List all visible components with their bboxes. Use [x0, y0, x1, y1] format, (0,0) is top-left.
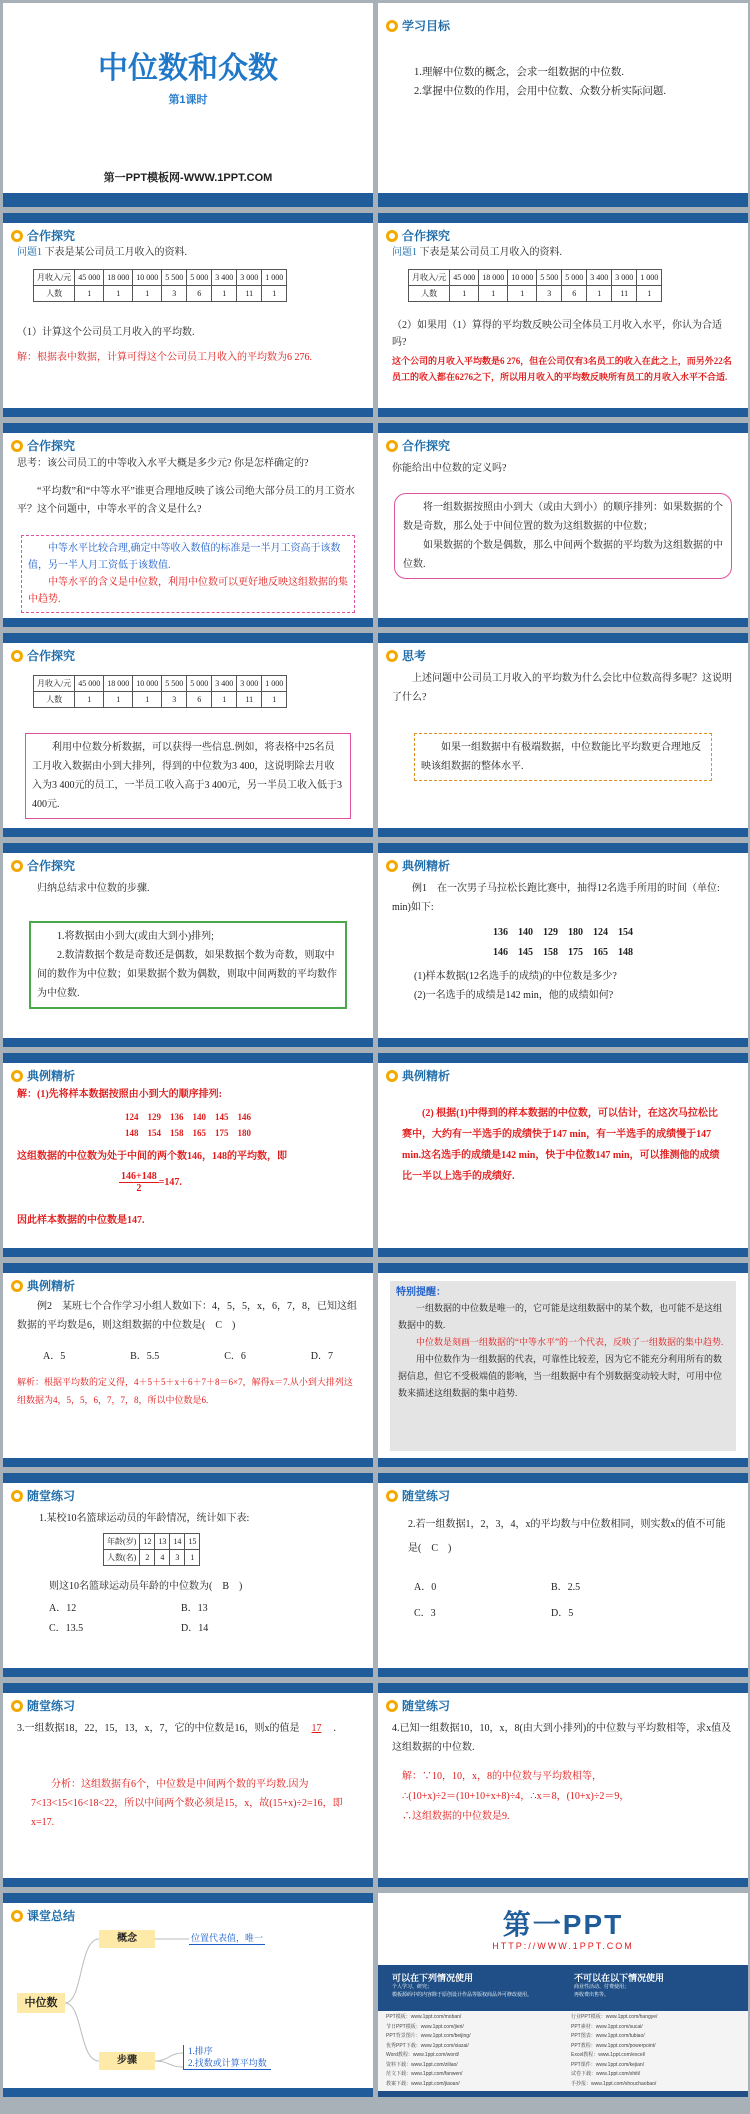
- table-cell: 人数: [34, 692, 75, 708]
- definition-odd: 将一组数据按照由小到大（或由大到小）的顺序排列：如果数据的个数是奇数，那么处于中间位置的数为这组数据的中位数；: [403, 502, 723, 532]
- bottom-bar: [3, 1668, 373, 1677]
- links-left: [378, 2011, 563, 2091]
- option-b: B．5.5: [130, 1351, 160, 1362]
- example-questions: [414, 967, 734, 1005]
- table-cell: 18 000: [104, 270, 133, 286]
- concept-detail: 位置代表值，唯一: [191, 1933, 264, 1943]
- problem-tag: 问题1: [17, 247, 42, 258]
- slide-steps: [3, 843, 373, 1047]
- forbidden-title: 不可以在以下情况使用: [574, 1973, 665, 1983]
- site-footer: 第一PPT模板网-WWW.1PPT.COM: [103, 172, 273, 184]
- income-table: [33, 675, 287, 708]
- solution-conclusion: 因此样本数据的中位数是147.: [17, 1215, 145, 1226]
- table-cell: 6: [187, 286, 212, 302]
- table-cell: 11: [237, 692, 262, 708]
- slide-problem1-b: [378, 213, 748, 417]
- header-label: 典例精析: [402, 1069, 451, 1083]
- slide-analysis: [3, 633, 373, 837]
- steps-box: [29, 921, 347, 1009]
- top-bar: [378, 1683, 748, 1693]
- slide-practice1: [3, 1473, 373, 1677]
- bottom-bar: [378, 1038, 748, 1047]
- bottom-bar: [3, 193, 373, 207]
- table-cell: 10 000: [508, 270, 537, 286]
- table-cell: 3 400: [212, 676, 237, 692]
- reminder-panel: [390, 1281, 736, 1451]
- resource-link[interactable]: PPT教程：www.1ppt.com/powerpoint/: [571, 2042, 656, 2049]
- analysis-box: 利用中位数分析数据，可以获得一些信息.例如，将表格中25名员工月收入数据由小到大排列，得到的中位数为3 400，这说明除去月收入为3 400元的员工，一半员工收入高于3 400元，另一半员工收入低于3 400元.: [25, 733, 351, 819]
- slide-goals: [378, 3, 748, 207]
- bulb-icon: [11, 1070, 23, 1082]
- table-cell: 11: [237, 286, 262, 302]
- table-cell: 1: [637, 286, 662, 302]
- logo-area: [378, 1893, 748, 1965]
- bottom-bar: [3, 1458, 373, 1467]
- practice-question-2: [49, 1577, 359, 1596]
- practice-question: 2.若一组数据1，2，3，4，x的平均数与中位数相同，则实数x的值不可能是( C ): [408, 1519, 726, 1554]
- data-row: 136 140 129 180 124 154: [493, 927, 633, 938]
- slide-example1: [378, 843, 748, 1047]
- table-cell: 5 000: [187, 676, 212, 692]
- bulb-icon: [11, 860, 23, 872]
- solution-line: 解：∵10，10，x，8的中位数与平均数相等，: [402, 1771, 602, 1782]
- fraction-expr: [119, 1171, 182, 1194]
- bulb-icon: [11, 650, 23, 662]
- q2-text: 则这10名篮球运动员年龄的中位数为( B ): [49, 1581, 243, 1592]
- section-header: [386, 647, 426, 664]
- conclusion-text: 中等水平比较合理,确定中等收入数值的标准是一半月工资高于该数值，另一半人月工资低于该数值.: [28, 543, 341, 571]
- table-cell: 10 000: [133, 676, 162, 692]
- license-panel: [378, 1965, 748, 2097]
- slide-summary: [3, 1893, 373, 2097]
- top-bar: [3, 213, 373, 223]
- top-bar: [3, 423, 373, 433]
- table-cell: 月收入/元: [34, 270, 75, 286]
- resource-link[interactable]: 行业PPT模板：www.1ppt.com/hangye/: [571, 2014, 658, 2020]
- problem-text: 下表是某公司员工月收入的资料.: [419, 247, 562, 258]
- steps-detail: [183, 2045, 271, 2070]
- analysis-text: 解析：根据平均数的定义得，4＋5＋5＋x＋6＋7＋8＝6×7，解得x＝7.从小到大排列这组数据为4，5，5，6，7，7，8，所以中位数是6.: [17, 1377, 353, 1405]
- section-header: [386, 1697, 450, 1714]
- options-grid: [414, 1575, 688, 1627]
- page-title: 中位数和众数: [98, 52, 278, 85]
- header-label: 随堂练习: [402, 1489, 451, 1503]
- definition-box: [394, 493, 732, 579]
- reminder-p2: 中位数是刻画一组数据的“中等水平”的一个代表，反映了一组数据的集中趋势.: [416, 1337, 724, 1347]
- option-d: D．7: [310, 1351, 333, 1362]
- table-cell: 18 000: [104, 676, 133, 692]
- top-bar: [3, 633, 373, 643]
- problem-text: 下表是某公司员工月收入的资料.: [44, 247, 187, 258]
- think-question: 上述问题中公司员工月收入的平均数为什么会比中位数高得多呢？这说明了什么?: [392, 673, 732, 703]
- practice-question: [17, 1719, 359, 1738]
- top-bar: [3, 1473, 373, 1483]
- resource-link[interactable]: 优秀PPT下载：www.1ppt.com/xiazai/: [386, 2042, 469, 2049]
- slide-practice4: [378, 1683, 748, 1887]
- table-cell: 1: [133, 286, 162, 302]
- table-cell: 6: [562, 286, 587, 302]
- think-question: 思考：该公司员工的中等收入水平大概是多少元? 你是怎样确定的?: [17, 458, 309, 469]
- option-c: C．6: [224, 1351, 246, 1362]
- slide-think: [378, 633, 748, 837]
- section-header: [11, 1067, 75, 1084]
- bottom-bar: [378, 828, 748, 837]
- section-header: [386, 857, 450, 874]
- links-right: [563, 2011, 748, 2091]
- bulb-icon: [386, 1700, 398, 1712]
- slide-problem1-a: [3, 213, 373, 417]
- bulb-icon: [11, 1490, 23, 1502]
- table-cell: 5 000: [187, 270, 212, 286]
- table-cell: 1: [104, 286, 133, 302]
- allowed-title: 可以在下列情况使用: [392, 1973, 474, 1983]
- slide-end: [378, 1893, 748, 2097]
- age-table: [103, 1533, 200, 1566]
- analysis-text: 分析：这组数据有6个，中位数是中间两个数的平均数.因为7<13<15<16<18<22，所以中间两个数必须是15，x，故(15+x)÷2=16，即x=17.: [31, 1779, 343, 1828]
- table-cell: 1 000: [262, 270, 287, 286]
- bottom-bar: [3, 828, 373, 837]
- denominator: 2: [136, 1183, 142, 1194]
- brand-logo: 第一PPT: [502, 1909, 624, 1940]
- problem-line: [17, 243, 359, 262]
- section-header: [11, 857, 75, 874]
- top-bar: [3, 1053, 373, 1063]
- conclusion-text-2: 中等水平的含义是中位数，利用中位数可以更好地反映这组数据的集中趋势.: [28, 577, 348, 605]
- top-bar: [3, 1263, 373, 1273]
- bottom-bar: [3, 1878, 373, 1887]
- table-cell: 5 000: [562, 270, 587, 286]
- bottom-bar: [378, 1668, 748, 1677]
- option-c: C．3: [414, 1608, 436, 1619]
- bulb-icon: [11, 230, 23, 242]
- lesson-subtitle: 第1课时: [168, 94, 208, 106]
- bottom-bar: [378, 1878, 748, 1887]
- header-label: 合作探究: [27, 649, 76, 663]
- table-cell: 人数(名): [104, 1550, 140, 1566]
- forbidden-list: [574, 1983, 629, 1999]
- table-cell: 1: [185, 1550, 200, 1566]
- table-cell: 45 000: [450, 270, 479, 286]
- table-cell: 3 400: [587, 270, 612, 286]
- table-cell: 3 000: [237, 676, 262, 692]
- bulb-icon: [386, 20, 398, 32]
- options-row: [43, 1347, 333, 1366]
- section-header: [11, 1697, 75, 1714]
- top-bar: [378, 843, 748, 853]
- resource-link[interactable]: 教案下载：www.1ppt.com/jiaoan/: [386, 2080, 460, 2087]
- brand-url[interactable]: HTTP://WWW.1PPT.COM: [492, 1941, 634, 1951]
- answer-text: 这个公司的月收入平均数是6 276，但在公司仅有3名员工的收入在此之上，而另外22名员工的收入都在6276之下，所以用月收入的平均数反映所有员工的月收入水平不合适.: [392, 356, 732, 382]
- goal-item: 2.掌握中位数的作用，会用中位数、众数分析实际问题.: [414, 86, 666, 97]
- bulb-icon: [11, 1700, 23, 1712]
- bottom-bar: [3, 1248, 373, 1257]
- table-cell: 1: [75, 692, 104, 708]
- table-cell: 14: [170, 1534, 185, 1550]
- header-label: 合作探究: [402, 439, 451, 453]
- resource-link[interactable]: 范文下载：www.1ppt.com/fanwen/: [386, 2071, 463, 2077]
- solution-text: 这组数据的中位数为处于中间的两个数146，148的平均数，即: [17, 1151, 287, 1162]
- table-cell: 3 400: [212, 270, 237, 286]
- table-cell: 3 000: [237, 270, 262, 286]
- option-a: A．5: [43, 1351, 66, 1362]
- table-cell: 5 500: [537, 270, 562, 286]
- section-header: [386, 17, 450, 34]
- data-rows: [392, 923, 734, 963]
- section-header: [386, 437, 450, 454]
- top-bar: [378, 633, 748, 643]
- table-cell: 3: [537, 286, 562, 302]
- solution: [402, 1767, 734, 1827]
- step-detail-2: 2.找数或计算平均数: [188, 2058, 267, 2068]
- solution-line: ∴这组数据的中位数是9.: [402, 1811, 510, 1822]
- bottom-bar: [3, 2088, 373, 2097]
- solution-part2: (2) 根据(1)中得到的样本数据的中位数，可以估计，在这次马拉松比赛中，大约有一半选手的成绩快于147 min，有一半选手的成绩慢于147 min.这名选手的成绩是142 min，快于中位数147 min，可以推测他的成绩比一半以上选手的成绩好.: [402, 1108, 720, 1182]
- table-cell: 1: [104, 692, 133, 708]
- example-text: 例1 在一次男子马拉松长跑比赛中，抽得12名选手所用的时间（单位: min)如下:: [392, 883, 720, 913]
- table-cell: 45 000: [75, 270, 104, 286]
- data-row: 124 129 136 140 145 146: [124, 1112, 251, 1122]
- top-bar: [378, 1473, 748, 1483]
- slide-definition: [378, 423, 748, 627]
- bottom-bar: [378, 1248, 748, 1257]
- forbidden-item: 商业性活动、付费使用；: [574, 1984, 630, 1990]
- table-cell: 1: [450, 286, 479, 302]
- bottom-bar: [3, 618, 373, 627]
- problem-tag: 问题1: [392, 247, 417, 258]
- bulb-icon: [386, 440, 398, 452]
- table-cell: 18 000: [479, 270, 508, 286]
- table-cell: 3: [162, 692, 187, 708]
- header-label: 随堂练习: [27, 1699, 76, 1713]
- resource-link[interactable]: PPT图表：www.1ppt.com/tubiao/: [571, 2033, 645, 2039]
- header-label: 典例精析: [402, 859, 451, 873]
- header-label: 合作探究: [27, 439, 76, 453]
- solution-line: ∴(10+x)÷2＝(10+10+x+8)÷4，∴x＝8，(10+x)÷2＝9，: [402, 1791, 630, 1802]
- table-cell: 4: [155, 1550, 170, 1566]
- think-question-2: “平均数”和“中等水平”谁更合理地反映了该公司绝大部分员工的月工资水平？这个问题中，中等水平的含义是什么?: [17, 486, 355, 515]
- definition-even: 如果数据的个数是偶数，那么中间两个数据的平均数为这组数据的中位数.: [403, 540, 723, 570]
- slide-think-median: [3, 423, 373, 627]
- table-cell: 1: [479, 286, 508, 302]
- section-header: [11, 437, 75, 454]
- reminder-p1: 一组数据的中位数是唯一的，它可能是这组数据中的某个数，也可能不是这组数据中的数.: [398, 1303, 723, 1330]
- allowed-list: [392, 1983, 552, 1999]
- table-cell: 6: [187, 692, 212, 708]
- bottom-bar: [3, 408, 373, 417]
- table-cell: 1: [212, 692, 237, 708]
- header-label: 课堂总结: [27, 1909, 76, 1923]
- table-cell: 人数: [34, 286, 75, 302]
- table-cell: 5 500: [162, 270, 187, 286]
- resource-link[interactable]: 手抄报：www.1ppt.com/shouchaobao/: [571, 2080, 657, 2087]
- top-bar: [3, 1683, 373, 1693]
- question-text: （2）如果用（1）算得的平均数反映公司全体员工月收入水平，你认为合适吗?: [392, 320, 722, 348]
- sorted-rows: [17, 1109, 359, 1141]
- resource-link[interactable]: 节日PPT模板：www.1ppt.com/jieri/: [386, 2023, 464, 2030]
- header-label: 随堂练习: [402, 1699, 451, 1713]
- example-text: 例2 某班七个合作学习小组人数如下：4，5，5，x，6，7，8，已知这组数据的平均数是6，则这组数据的中位数是( C ): [17, 1301, 357, 1331]
- definition-question: 你能给出中位数的定义吗?: [392, 463, 507, 474]
- step-1: 1.将数据由小到大(或由大到小)排列;: [57, 931, 214, 942]
- resource-link[interactable]: Excel教程：www.1ppt.com/excel/: [571, 2052, 646, 2058]
- goals-list: [414, 63, 734, 101]
- answer-text: 解：根据表中数据，计算可得这个公司员工月收入的平均数为6 276.: [17, 352, 312, 363]
- table-cell: 13: [155, 1534, 170, 1550]
- slide-example2: [3, 1263, 373, 1467]
- problem-line: [392, 243, 734, 262]
- income-table: [408, 269, 662, 302]
- resource-link[interactable]: PPT模板：www.1ppt.com/moban/: [386, 2014, 462, 2020]
- table-cell: 1: [75, 286, 104, 302]
- table-cell: 3: [162, 286, 187, 302]
- table-cell: 年龄(岁): [104, 1534, 140, 1550]
- section-header: [11, 647, 75, 664]
- table-cell: 1: [262, 286, 287, 302]
- table-cell: 1: [212, 286, 237, 302]
- header-label: 合作探究: [27, 859, 76, 873]
- allowed-item: 个人学习、研究；: [392, 1984, 433, 1990]
- bulb-icon: [386, 860, 398, 872]
- question-2: (2)一名选手的成绩是142 min，他的成绩如何?: [414, 990, 614, 1001]
- mindmap-steps: 步骤: [99, 2052, 155, 2070]
- bottom-bar: [378, 408, 748, 417]
- bulb-icon: [386, 1070, 398, 1082]
- section-header: [386, 1487, 450, 1504]
- step-detail-1: 1.排序: [188, 2046, 213, 2056]
- question-text: 3.一组数据18，22，15，13，x，7，它的中位数是16，则x的值是: [17, 1723, 300, 1734]
- top-bar: [378, 213, 748, 223]
- header-label: 典例精析: [27, 1279, 76, 1293]
- steps-intro: 归纳总结求中位数的步骤.: [37, 883, 150, 894]
- fraction: [119, 1171, 159, 1194]
- section-header: [386, 227, 450, 244]
- table-cell: 3 000: [612, 270, 637, 286]
- reminder-title: 特别提醒：: [396, 1287, 446, 1298]
- bulb-icon: [386, 1490, 398, 1502]
- table-cell: 1 000: [637, 270, 662, 286]
- option-b: B．2.5: [551, 1582, 581, 1593]
- option-a: A．12: [49, 1603, 77, 1614]
- top-bar: [378, 1263, 748, 1273]
- resource-link[interactable]: 试卷下载：www.1ppt.com/shiti/: [571, 2071, 641, 2077]
- resource-link[interactable]: 资料下载：www.1ppt.com/ziliao/: [386, 2061, 458, 2068]
- resource-link[interactable]: PPT素材：www.1ppt.com/sucai/: [571, 2023, 643, 2030]
- bottom-bar: [378, 1458, 748, 1467]
- option-b: B．13: [181, 1603, 208, 1614]
- table-cell: 1 000: [262, 676, 287, 692]
- bottom-bar: [378, 618, 748, 627]
- slide-practice2: [378, 1473, 748, 1677]
- table-cell: 月收入/元: [34, 676, 75, 692]
- table-cell: 人数: [409, 286, 450, 302]
- table-cell: 1: [508, 286, 537, 302]
- numerator: 146+148: [121, 1171, 157, 1182]
- conclusion-box: [21, 535, 355, 613]
- resource-link[interactable]: PPT课件：www.1ppt.com/kejian/: [571, 2061, 645, 2068]
- slide-practice3: [3, 1683, 373, 1887]
- table-cell: 15: [185, 1534, 200, 1550]
- top-bar: [3, 843, 373, 853]
- section-header: [11, 1487, 75, 1504]
- header-label: 学习目标: [402, 19, 451, 33]
- mindmap-root: 中位数: [17, 1993, 65, 2013]
- option-a: A．0: [414, 1582, 437, 1593]
- bulb-icon: [386, 230, 398, 242]
- option-c: C．13.5: [49, 1623, 84, 1634]
- bulb-icon: [11, 440, 23, 452]
- income-table: [33, 269, 287, 302]
- table-cell: 11: [612, 286, 637, 302]
- forbidden-item: 再收费出售等。: [574, 1992, 610, 1998]
- step-2: 2.数清数据个数是奇数还是偶数，如果数据个数为奇数，则取中间的数作为中位数；如果数据个数为偶数，则取中间两数的平均数作为中位数.: [37, 950, 337, 999]
- header-label: 合作探究: [402, 229, 451, 243]
- slide-example1-solution: [3, 1053, 373, 1257]
- practice-question: 1.某校10名篮球运动员的年龄情况，统计如下表:: [39, 1513, 250, 1524]
- data-row: 148 154 158 165 175 180: [124, 1128, 251, 1138]
- practice-question: 4.已知一组数据10，10，x，8(由大到小排列)的中位数与平均数相等，求x值及这组数据的中位数.: [392, 1723, 732, 1753]
- header-label: 随堂练习: [27, 1489, 76, 1503]
- reminder-p3: 用中位数作为一组数据的代表，可靠性比较差，因为它不能充分利用所有的数据信息，但它不受极端值的影响，当一组数据中有个别数据变动较大时，可用中位数来描述这组数据的集中趋势.: [398, 1354, 723, 1398]
- mindmap-concept: 概念: [99, 1930, 155, 1948]
- top-bar: [378, 423, 748, 433]
- header-label: 思考: [402, 649, 427, 663]
- table-cell: 月收入/元: [409, 270, 450, 286]
- bulb-icon: [386, 650, 398, 662]
- top-bar: [378, 1053, 748, 1063]
- table-cell: 10 000: [133, 270, 162, 286]
- table-cell: 1: [133, 692, 162, 708]
- result: =147.: [158, 1177, 182, 1188]
- table-cell: 1: [262, 692, 287, 708]
- question-1: (1)样本数据(12名选手的成绩)的中位数是多少?: [414, 971, 617, 982]
- options-grid: [49, 1599, 313, 1639]
- table-cell: 1: [587, 286, 612, 302]
- bottom-bar: [378, 193, 748, 207]
- bulb-icon: [11, 1280, 23, 1292]
- think-conclusion: 如果一组数据中有极端数据，中位数能比平均数更合理地反映该组数据的整体水平.: [414, 733, 712, 781]
- question-text: （1）计算这个公司员工月收入的平均数.: [17, 327, 195, 338]
- table-cell: 12: [140, 1534, 155, 1550]
- option-d: D．5: [551, 1608, 574, 1619]
- table-cell: 5 500: [162, 676, 187, 692]
- bottom-bar: [3, 1038, 373, 1047]
- allowed-item: 模板源码中的内容除于原创设计作品等版权商品外可修改使用。: [392, 1992, 533, 1998]
- header-label: 合作探究: [27, 229, 76, 243]
- table-cell: 2: [140, 1550, 155, 1566]
- slide-reminder: [378, 1263, 748, 1467]
- section-header: [11, 227, 75, 244]
- option-d: D．14: [181, 1623, 209, 1634]
- data-row: 146 145 158 175 165 148: [493, 947, 633, 958]
- slide-title: [3, 3, 373, 207]
- section-header: [386, 1067, 450, 1084]
- goal-item: 1.理解中位数的概念，会求一组数据的中位数.: [414, 67, 624, 78]
- table-cell: 3: [170, 1550, 185, 1566]
- period: .: [333, 1723, 336, 1734]
- slide-example1-part2: [378, 1053, 748, 1257]
- section-header: [11, 1277, 75, 1294]
- header-label: 典例精析: [27, 1069, 76, 1083]
- answer-blank: 17: [311, 1723, 322, 1734]
- resource-link[interactable]: Word教程：www.1ppt.com/word/: [386, 2052, 459, 2058]
- table-cell: 45 000: [75, 676, 104, 692]
- solution-intro: 解：(1)先将样本数据按照由小到大的顺序排列:: [17, 1089, 222, 1100]
- resource-link[interactable]: PPT背景图片：www.1ppt.com/beijing/: [386, 2033, 471, 2039]
